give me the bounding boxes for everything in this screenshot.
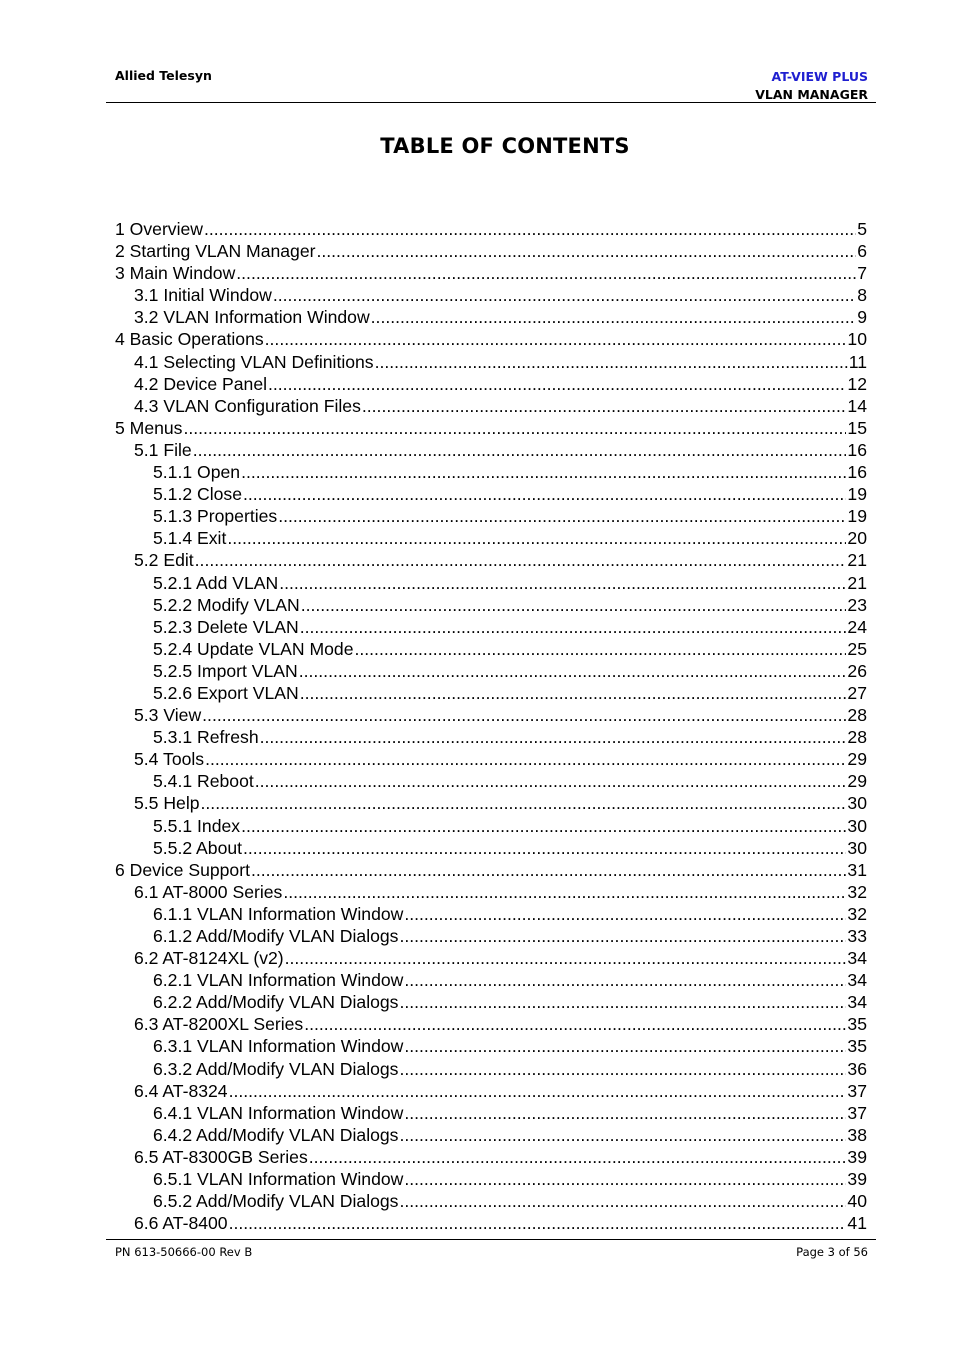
toc-entry-page: 29: [847, 771, 867, 792]
toc-entry[interactable]: [115, 660, 867, 682]
toc-entry[interactable]: [115, 549, 867, 571]
toc-dot-leader: [399, 1124, 846, 1146]
toc-entry-label: 5 Menus: [115, 417, 183, 438]
toc-entry-label: 5.2.5 Import VLAN: [153, 660, 298, 681]
toc-entry-page: 30: [847, 815, 867, 836]
toc-entry[interactable]: [115, 351, 867, 373]
toc-entry-page: 11: [848, 351, 867, 372]
toc-entry[interactable]: [115, 991, 867, 1013]
toc-dot-leader: [227, 527, 846, 549]
toc-entry-page: 21: [847, 550, 867, 571]
toc-dot-leader: [183, 417, 846, 439]
toc-entry-label: 5.3 View: [134, 705, 202, 726]
toc-dot-leader: [300, 682, 847, 704]
toc-dot-leader: [241, 815, 846, 837]
toc-entry-page: 39: [847, 1146, 867, 1167]
toc-entry-page: 37: [847, 1102, 867, 1123]
toc-entry-label: 4.2 Device Panel: [134, 373, 268, 394]
toc-entry-page: 21: [847, 572, 867, 593]
toc-dot-leader: [255, 770, 847, 792]
toc-entry[interactable]: [115, 527, 867, 549]
toc-entry-label: 4.3 VLAN Configuration Files: [134, 395, 361, 416]
toc-entry-label: 4.1 Selecting VLAN Definitions: [134, 351, 374, 372]
toc-dot-leader: [204, 218, 856, 240]
toc-entry-page: 9: [857, 307, 867, 328]
toc-entry-label: 3.1 Initial Window: [134, 285, 272, 306]
toc-dot-leader: [243, 837, 846, 859]
toc-entry[interactable]: [115, 306, 867, 328]
toc-dot-leader: [195, 549, 847, 571]
toc-entry-label: 6.2 AT-8124XL (v2): [134, 948, 284, 969]
toc-dot-leader: [243, 483, 846, 505]
toc-entry[interactable]: [115, 439, 867, 461]
toc-entry-page: 38: [847, 1124, 867, 1145]
toc-entry-label: 3 Main Window: [115, 263, 236, 284]
toc-entry-label: 5.2.3 Delete VLAN: [153, 616, 299, 637]
toc-entry[interactable]: [115, 704, 867, 726]
toc-entry-label: 6 Device Support: [115, 859, 250, 880]
toc-dot-leader: [283, 881, 846, 903]
footer-page-info: Page 3 of 56: [796, 1245, 868, 1259]
toc-entry-page: 19: [847, 484, 867, 505]
toc-entry-page: 12: [847, 373, 867, 394]
toc-dot-leader: [316, 240, 856, 262]
toc-dot-leader: [299, 660, 847, 682]
toc-entry-label: 5.1 File: [134, 439, 192, 460]
toc-entry-label: 5.2.1 Add VLAN: [153, 572, 279, 593]
toc-entry-page: 35: [847, 1036, 867, 1057]
toc-dot-leader: [278, 505, 846, 527]
toc-entry[interactable]: [115, 748, 867, 770]
header-company: Allied Telesyn: [115, 68, 212, 83]
toc-entry[interactable]: [115, 1212, 867, 1234]
toc-dot-leader: [362, 395, 847, 417]
toc-dot-leader: [399, 1058, 846, 1080]
toc-dot-leader: [301, 594, 847, 616]
toc-entry[interactable]: [115, 483, 867, 505]
toc-entry-page: 41: [847, 1213, 867, 1234]
header-module: VLAN MANAGER: [755, 87, 868, 102]
toc-dot-leader: [300, 616, 847, 638]
toc-entry-label: 6.1.1 VLAN Information Window: [153, 903, 404, 924]
toc-dot-leader: [279, 572, 846, 594]
toc-entry[interactable]: [115, 903, 867, 925]
toc-entry[interactable]: [115, 505, 867, 527]
toc-dot-leader: [399, 991, 846, 1013]
toc-entry-page: 14: [847, 395, 867, 416]
toc-entry-label: 3.2 VLAN Information Window: [134, 307, 370, 328]
toc-entry-label: 6.1.2 Add/Modify VLAN Dialogs: [153, 926, 399, 946]
toc-entry-page: 7: [857, 263, 867, 284]
toc-entry[interactable]: [115, 328, 867, 350]
toc-dot-leader: [268, 373, 846, 395]
toc-dot-leader: [241, 461, 846, 483]
toc-entry-page: 34: [847, 970, 867, 991]
toc-entry-page: 10: [847, 329, 867, 350]
toc-entry[interactable]: [115, 1124, 867, 1146]
toc-entry-label: 5.2.6 Export VLAN: [153, 682, 299, 703]
toc-dot-leader: [375, 351, 848, 373]
toc-entry[interactable]: [115, 417, 867, 439]
toc-entry-page: 32: [847, 881, 867, 902]
toc-entry-page: 29: [847, 749, 867, 770]
toc-entry-label: 5.5 Help: [134, 793, 200, 814]
toc-entry-label: 5.1.1 Open: [153, 462, 241, 483]
toc-entry[interactable]: [115, 284, 867, 306]
header-product-block: [755, 68, 868, 104]
toc-entry-label: 6.5.1 VLAN Information Window: [153, 1169, 404, 1190]
toc-entry[interactable]: [115, 461, 867, 483]
toc-entry[interactable]: [115, 682, 867, 704]
toc-entry-label: 5.4.1 Reboot: [153, 771, 254, 792]
toc-dot-leader: [399, 925, 846, 947]
toc-entry-page: 26: [847, 660, 867, 681]
toc-entry-page: 16: [847, 462, 867, 483]
toc-entry-page: 32: [847, 903, 867, 924]
toc-entry[interactable]: [115, 262, 867, 284]
toc-entry-label: 5.1.2 Close: [153, 484, 242, 505]
toc-entry-label: 6.3.1 VLAN Information Window: [153, 1036, 404, 1057]
toc-entry-page: 8: [857, 285, 867, 306]
toc-dot-leader: [285, 947, 847, 969]
toc-dot-leader: [260, 726, 847, 748]
toc-entry-page: 31: [847, 859, 867, 880]
toc-entry-page: 28: [847, 705, 867, 726]
toc-entry-label: 6.2.1 VLAN Information Window: [153, 970, 404, 991]
toc-dot-leader: [265, 328, 847, 350]
toc-dot-leader: [205, 748, 846, 770]
toc-entry-page: 27: [847, 682, 867, 703]
toc-entry-page: 33: [847, 926, 867, 946]
toc-dot-leader: [202, 704, 846, 726]
toc-dot-leader: [404, 1035, 846, 1057]
toc-entry-label: 6.4.1 VLAN Information Window: [153, 1102, 404, 1123]
toc-entry-page: 39: [847, 1169, 867, 1190]
toc-entry-page: 30: [847, 837, 867, 858]
toc-dot-leader: [404, 1168, 846, 1190]
toc-entry[interactable]: [115, 616, 867, 638]
toc-dot-leader: [404, 969, 846, 991]
toc-entry[interactable]: [115, 1080, 867, 1102]
toc-entry[interactable]: [115, 373, 867, 395]
toc-dot-leader: [399, 1190, 846, 1212]
toc-entry-label: 6.3 AT-8200XL Series: [134, 1014, 304, 1035]
toc-entry-page: 30: [847, 793, 867, 814]
toc-entry[interactable]: [115, 837, 867, 859]
toc-entry[interactable]: [115, 947, 867, 969]
toc-entry-page: 24: [847, 616, 867, 637]
toc-entry-label: 5.2.2 Modify VLAN: [153, 594, 300, 615]
toc-dot-leader: [273, 284, 856, 306]
toc-entry[interactable]: [115, 1102, 867, 1124]
toc-entry-label: 6.6 AT-8400: [134, 1213, 228, 1234]
toc-entry[interactable]: [115, 969, 867, 991]
toc-dot-leader: [229, 1080, 847, 1102]
toc-entry[interactable]: [115, 881, 867, 903]
toc-entry-page: 35: [847, 1014, 867, 1035]
toc-entry-page: 28: [847, 727, 867, 748]
toc-dot-leader: [201, 792, 847, 814]
toc-dot-leader: [404, 1102, 846, 1124]
toc-entry-page: 34: [847, 948, 867, 969]
toc-entry[interactable]: [115, 240, 867, 262]
toc-entry-label: 1 Overview: [115, 219, 203, 239]
toc-entry[interactable]: [115, 1146, 867, 1168]
toc-entry[interactable]: [115, 1058, 867, 1080]
toc-entry-label: 6.4 AT-8324: [134, 1080, 228, 1101]
toc-dot-leader: [229, 1212, 847, 1234]
toc-dot-leader: [251, 859, 846, 881]
toc-entry[interactable]: [115, 925, 867, 947]
toc-entry-label: 6.3.2 Add/Modify VLAN Dialogs: [153, 1058, 399, 1079]
toc-entry-page: 5: [857, 219, 867, 239]
toc-dot-leader: [193, 439, 847, 461]
toc-entry[interactable]: [115, 1035, 867, 1057]
header-product: AT-VIEW PLUS: [771, 69, 868, 84]
toc-entry[interactable]: [115, 638, 867, 660]
toc-entry-page: 23: [847, 594, 867, 615]
toc-entry[interactable]: [115, 1168, 867, 1190]
footer-divider: [106, 1239, 876, 1240]
toc-entry-label: 5.5.2 About: [153, 837, 243, 858]
page-title: TABLE OF CONTENTS: [380, 134, 630, 158]
toc-entry-label: 2 Starting VLAN Manager: [115, 241, 316, 262]
toc-entry-label: 6.4.2 Add/Modify VLAN Dialogs: [153, 1124, 399, 1145]
toc-entry-page: 25: [847, 638, 867, 659]
toc-entry-label: 6.5 AT-8300GB Series: [134, 1146, 308, 1167]
toc-entry-label: 5.1.3 Properties: [153, 506, 278, 527]
toc-entry[interactable]: [115, 218, 867, 240]
toc-entry-page: 15: [847, 417, 867, 438]
toc-entry[interactable]: [115, 1190, 867, 1212]
toc-entry[interactable]: [115, 726, 867, 748]
toc-entry-page: 20: [847, 528, 867, 549]
toc-entry-label: 5.4 Tools: [134, 749, 205, 770]
toc-dot-leader: [355, 638, 847, 660]
toc-entry[interactable]: [115, 770, 867, 792]
toc-entry[interactable]: [115, 792, 867, 814]
toc-dot-leader: [309, 1146, 847, 1168]
toc-dot-leader: [304, 1013, 846, 1035]
toc-entry-page: 40: [847, 1191, 867, 1212]
toc-dot-leader: [236, 262, 856, 284]
toc-entry[interactable]: [115, 395, 867, 417]
toc-entry-page: 36: [847, 1058, 867, 1079]
toc-entry[interactable]: [115, 815, 867, 837]
toc-entry-label: 6.5.2 Add/Modify VLAN Dialogs: [153, 1191, 399, 1212]
toc-entry[interactable]: [115, 1013, 867, 1035]
toc-dot-leader: [371, 306, 857, 328]
toc-entry-label: 6.1 AT-8000 Series: [134, 881, 283, 902]
toc-entry-page: 34: [847, 992, 867, 1013]
toc-entry-page: 16: [847, 439, 867, 460]
toc-entry[interactable]: [115, 572, 867, 594]
footer-part-number: PN 613-50666-00 Rev B: [115, 1245, 253, 1259]
toc-entry[interactable]: [115, 594, 867, 616]
toc-entry-page: 19: [847, 506, 867, 527]
toc-entry-label: 5.3.1 Refresh: [153, 727, 259, 748]
toc-entry-label: 5.1.4 Exit: [153, 528, 227, 549]
toc-dot-leader: [404, 903, 846, 925]
toc-entry-page: 37: [847, 1080, 867, 1101]
table-of-contents: [115, 218, 867, 1234]
toc-entry-label: 6.2.2 Add/Modify VLAN Dialogs: [153, 992, 399, 1013]
header-divider: [106, 102, 876, 103]
toc-entry[interactable]: [115, 859, 867, 881]
toc-entry-label: 4 Basic Operations: [115, 329, 264, 350]
toc-entry-label: 5.5.1 Index: [153, 815, 241, 836]
toc-entry-label: 5.2 Edit: [134, 550, 194, 571]
toc-entry-page: 6: [857, 241, 867, 262]
toc-entry-label: 5.2.4 Update VLAN Mode: [153, 638, 354, 659]
